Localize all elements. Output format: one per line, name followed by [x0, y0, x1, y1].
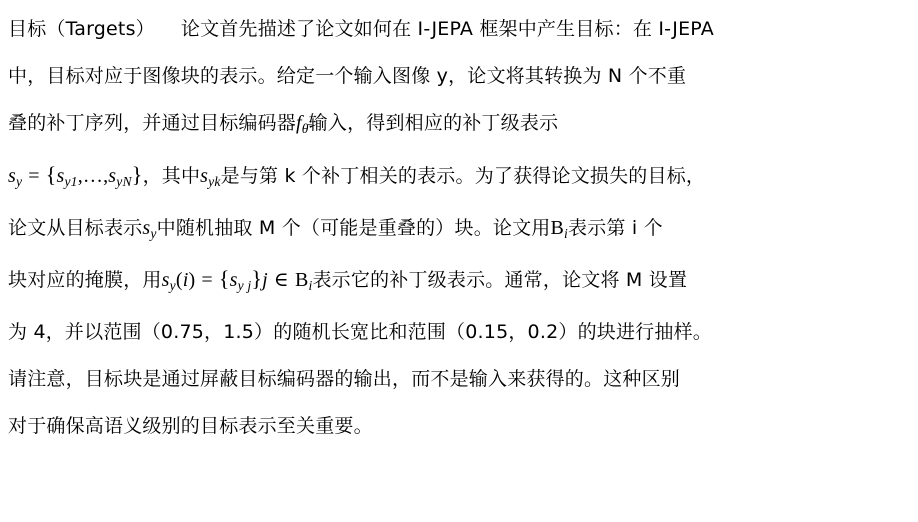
paragraph-line-5	[8, 205, 910, 257]
math-syN-base: s	[108, 164, 117, 187]
math-f-subscript: θ̄	[301, 120, 309, 136]
math-index-i: i	[182, 269, 189, 292]
line-1-text: 论文首先描述了论文如何在 I-JEPA 框架中产生目标：在 I-JEPA	[180, 18, 714, 40]
math-syN-subscript: yN	[116, 173, 132, 189]
targets-paragraph	[8, 6, 910, 450]
math-lparen: (	[175, 269, 183, 292]
math-syk-subscript: yk	[208, 173, 221, 189]
math-sy-inline	[142, 217, 156, 239]
section-heading: 目标（Targets）	[8, 18, 155, 40]
math-right-brace: }	[131, 161, 143, 187]
line-3-text-after: 输入，得到相应的补丁级表示	[308, 112, 559, 134]
math-syk	[200, 165, 220, 187]
math-target-encoder	[296, 112, 309, 134]
math-B-base: B	[550, 216, 565, 239]
math-sy-subscript: y	[15, 173, 23, 189]
math-syj-subscript: y j	[237, 278, 252, 294]
math-member-symbol: ∈	[273, 269, 289, 292]
line-3-text-before: 叠的补丁序列，并通过目标编码器	[8, 112, 297, 134]
line-5-text-after: 表示第 i 个	[568, 216, 663, 239]
math-sy1-base: s	[56, 164, 65, 187]
line-4-text-after: 是与第 k 个补丁相关的表示。为了获得论文损失的目标，	[220, 164, 706, 187]
math-B2-base: B	[294, 269, 309, 292]
math-syi-subscript: y	[169, 278, 176, 294]
math-right-brace-2: }	[251, 266, 263, 292]
math-Bi	[551, 217, 569, 239]
math-comma-1: ,	[77, 164, 83, 187]
math-left-brace-2: {	[218, 266, 230, 292]
paragraph-line-7	[8, 309, 910, 356]
math-ellipsis: …	[82, 164, 104, 187]
math-index-j: j	[262, 269, 268, 292]
math-B-subscript: i	[564, 225, 569, 241]
line-6-text-before: 块对应的掩膜，用	[8, 269, 162, 292]
math-syk-base: s	[200, 164, 209, 187]
line-9-text: 对于确保高语义级别的目标表示至关重要。	[8, 415, 373, 438]
math-left-brace: {	[45, 161, 57, 187]
paragraph-line-6	[8, 256, 910, 309]
paragraph-line-4	[8, 152, 910, 205]
line-8-text: 请注意，目标块是通过屏蔽目标编码器的输出，而不是输入来获得的。这种区别	[8, 368, 681, 391]
paragraph-line-3	[8, 100, 910, 152]
math-equals-2: =	[201, 269, 213, 292]
math-f-base: f	[296, 112, 302, 134]
paragraph-line-2	[8, 53, 910, 100]
math-sy-inline-base: s	[142, 216, 151, 239]
math-sy-definition	[8, 161, 143, 189]
math-syj-base: s	[229, 269, 238, 292]
paragraph-line-1	[8, 6, 910, 53]
math-B2-subscript: i	[308, 278, 313, 294]
math-syi-base: s	[161, 269, 170, 292]
math-sy-i-definition	[161, 266, 313, 294]
line-7-text: 为 4，并以范围（0.75，1.5）的随机长宽比和范围（0.15，0.2）的块进行抽样。	[8, 321, 712, 344]
line-5-text-before: 论文从目标表示	[8, 216, 143, 239]
math-equals: =	[28, 164, 40, 187]
line-5-text-mid: 中随机抽取 M 个（可能是重叠的）块。论文用	[156, 216, 551, 239]
math-rparen: )	[188, 269, 196, 292]
line-6-text-after: 表示它的补丁级表示。通常，论文将 M 设置	[312, 269, 688, 292]
paragraph-line-9	[8, 403, 910, 450]
paragraph-line-8	[8, 356, 910, 403]
line-4-text-mid: ，其中	[142, 164, 201, 187]
math-sy1-subscript: y1	[64, 173, 78, 189]
line-2-text: 中，目标对应于图像块的表示。给定一个输入图像 y，论文将其转换为 N 个不重	[8, 65, 687, 87]
math-comma-2: ,	[103, 164, 109, 187]
math-sy-inline-subscript: y	[150, 225, 157, 241]
math-sy-base: s	[8, 164, 16, 187]
